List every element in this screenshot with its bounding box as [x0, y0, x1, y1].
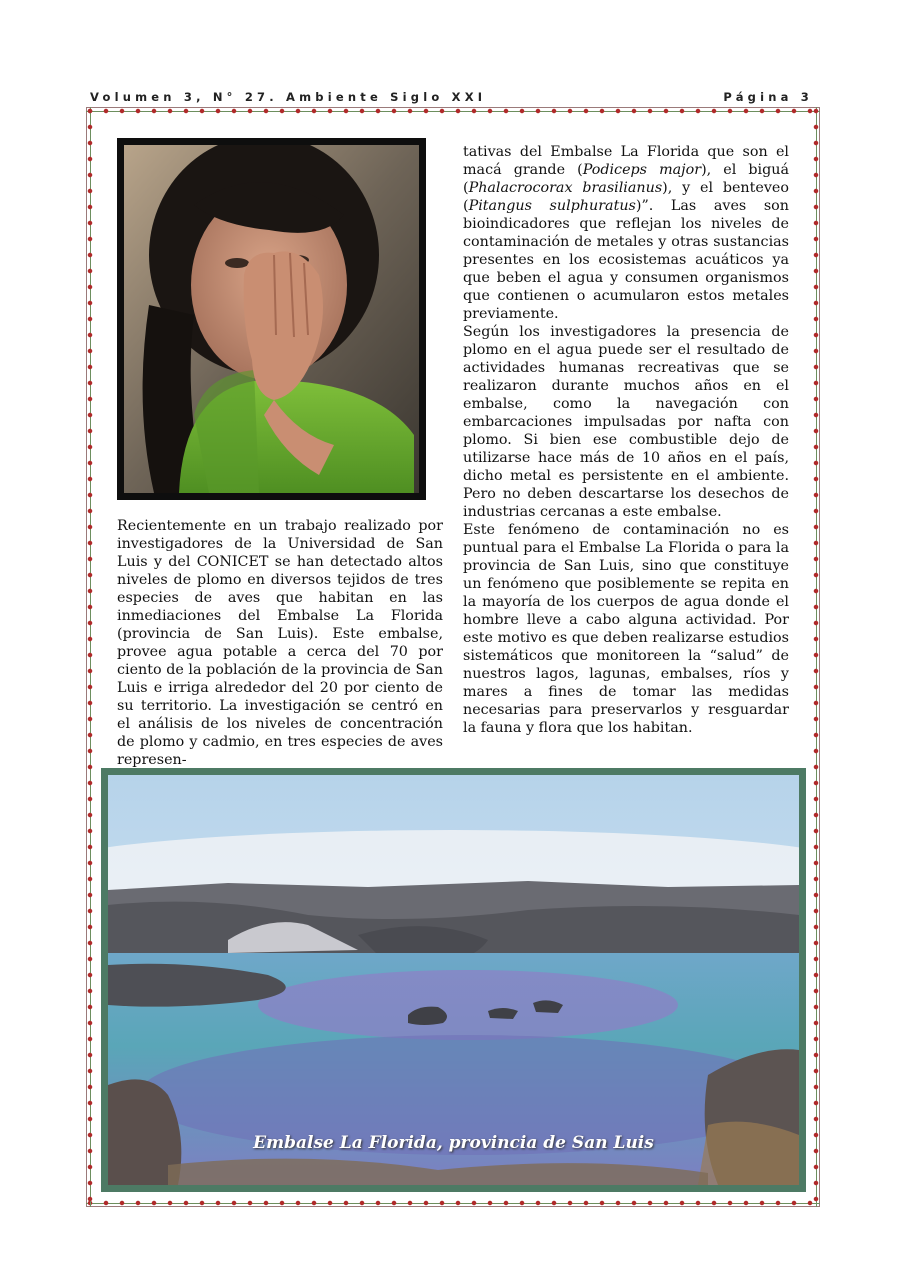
girl-photo [117, 138, 426, 500]
article-paragraph-2 [463, 143, 789, 323]
text-run: tativas del Embalse La Florida que son el macá grande ( [463, 144, 789, 178]
lake-photo-caption: Embalse La Florida, provincia de San Luis [253, 1133, 654, 1153]
article-paragraph-4: Este fenómeno de contaminación no es puntual para el Embalse La Florida o para la provincia de San Luis, sino que constituye un fenómeno que posiblemente se repita en la mayoría de los cuerpos de agua donde el hombre lleve a cabo alguna actividad. Por este motivo es que deben realizarse estudios sistemáticos que monitoreen la “salud” de nuestros lagos, lagunas, embalses, ríos y mares a fines de tomar las medidas necesarias para preservarlos y resguardar la fauna y flora que los habitan. [463, 522, 789, 736]
species-name: Podiceps major [582, 162, 702, 178]
vine-border-bottom [86, 1199, 820, 1207]
header-publication: Volumen 3, N° 27. Ambiente Siglo XXI [90, 90, 487, 104]
article-paragraph-3: Según los investigadores la presencia de plomo en el agua puede ser el resultado de actividades humanas recreativas que se realizaron durante muchos años en el embalse, como la navegación con embarcaciones impulsadas por nafta con plomo. Si bien ese combustible dejo de utilizarse hace más de 10 años en el país, dicho metal es persistente en el ambiente. Pero no deben descartarse los desechos de industrias cercanas a este embalse. [463, 324, 789, 520]
girl-photo-image [124, 145, 419, 493]
text-run: ), el biguá ( [463, 162, 789, 196]
article-paragraph-1: Recientemente en un trabajo realizado por investigadores de la Universidad de San Luis y del CONICET se han detectado altos niveles de plomo en diversos tejidos de tres especies de aves que habitan en las inmediaciones del Embalse La Florida (provincia de San Luis). Este embalse, provee agua potable a cerca del 70 por ciento de la población de la provincia de San Luis e irriga alrededor del 20 por ciento de su territorio. La investigación se centró en el análisis de los niveles de concentración de plomo y cadmio, en tres especies de aves represen- [117, 518, 443, 768]
lake-photo [101, 768, 806, 1192]
header-page-number: Página 3 [723, 90, 813, 104]
vine-border-left [86, 107, 94, 1207]
article-column-right [463, 143, 789, 737]
text-run: )”. Las aves son bioindicadores que reflejan los niveles de contaminación de metales y otras sustancias presentes en los ecosistemas acuáticos ya que beben el agua y consumen organismos que contienen o acumularon estos metales previamente. [463, 198, 789, 322]
text-run: ), y el benteveo ( [463, 180, 789, 214]
species-name: Pitangus sulphuratus [468, 198, 636, 214]
lake-photo-image [108, 775, 799, 1185]
article-column-left [117, 517, 443, 769]
vine-border-top [86, 107, 820, 115]
species-name: Phalacrocorax brasilianus [468, 180, 663, 196]
vine-border-right [812, 107, 820, 1207]
